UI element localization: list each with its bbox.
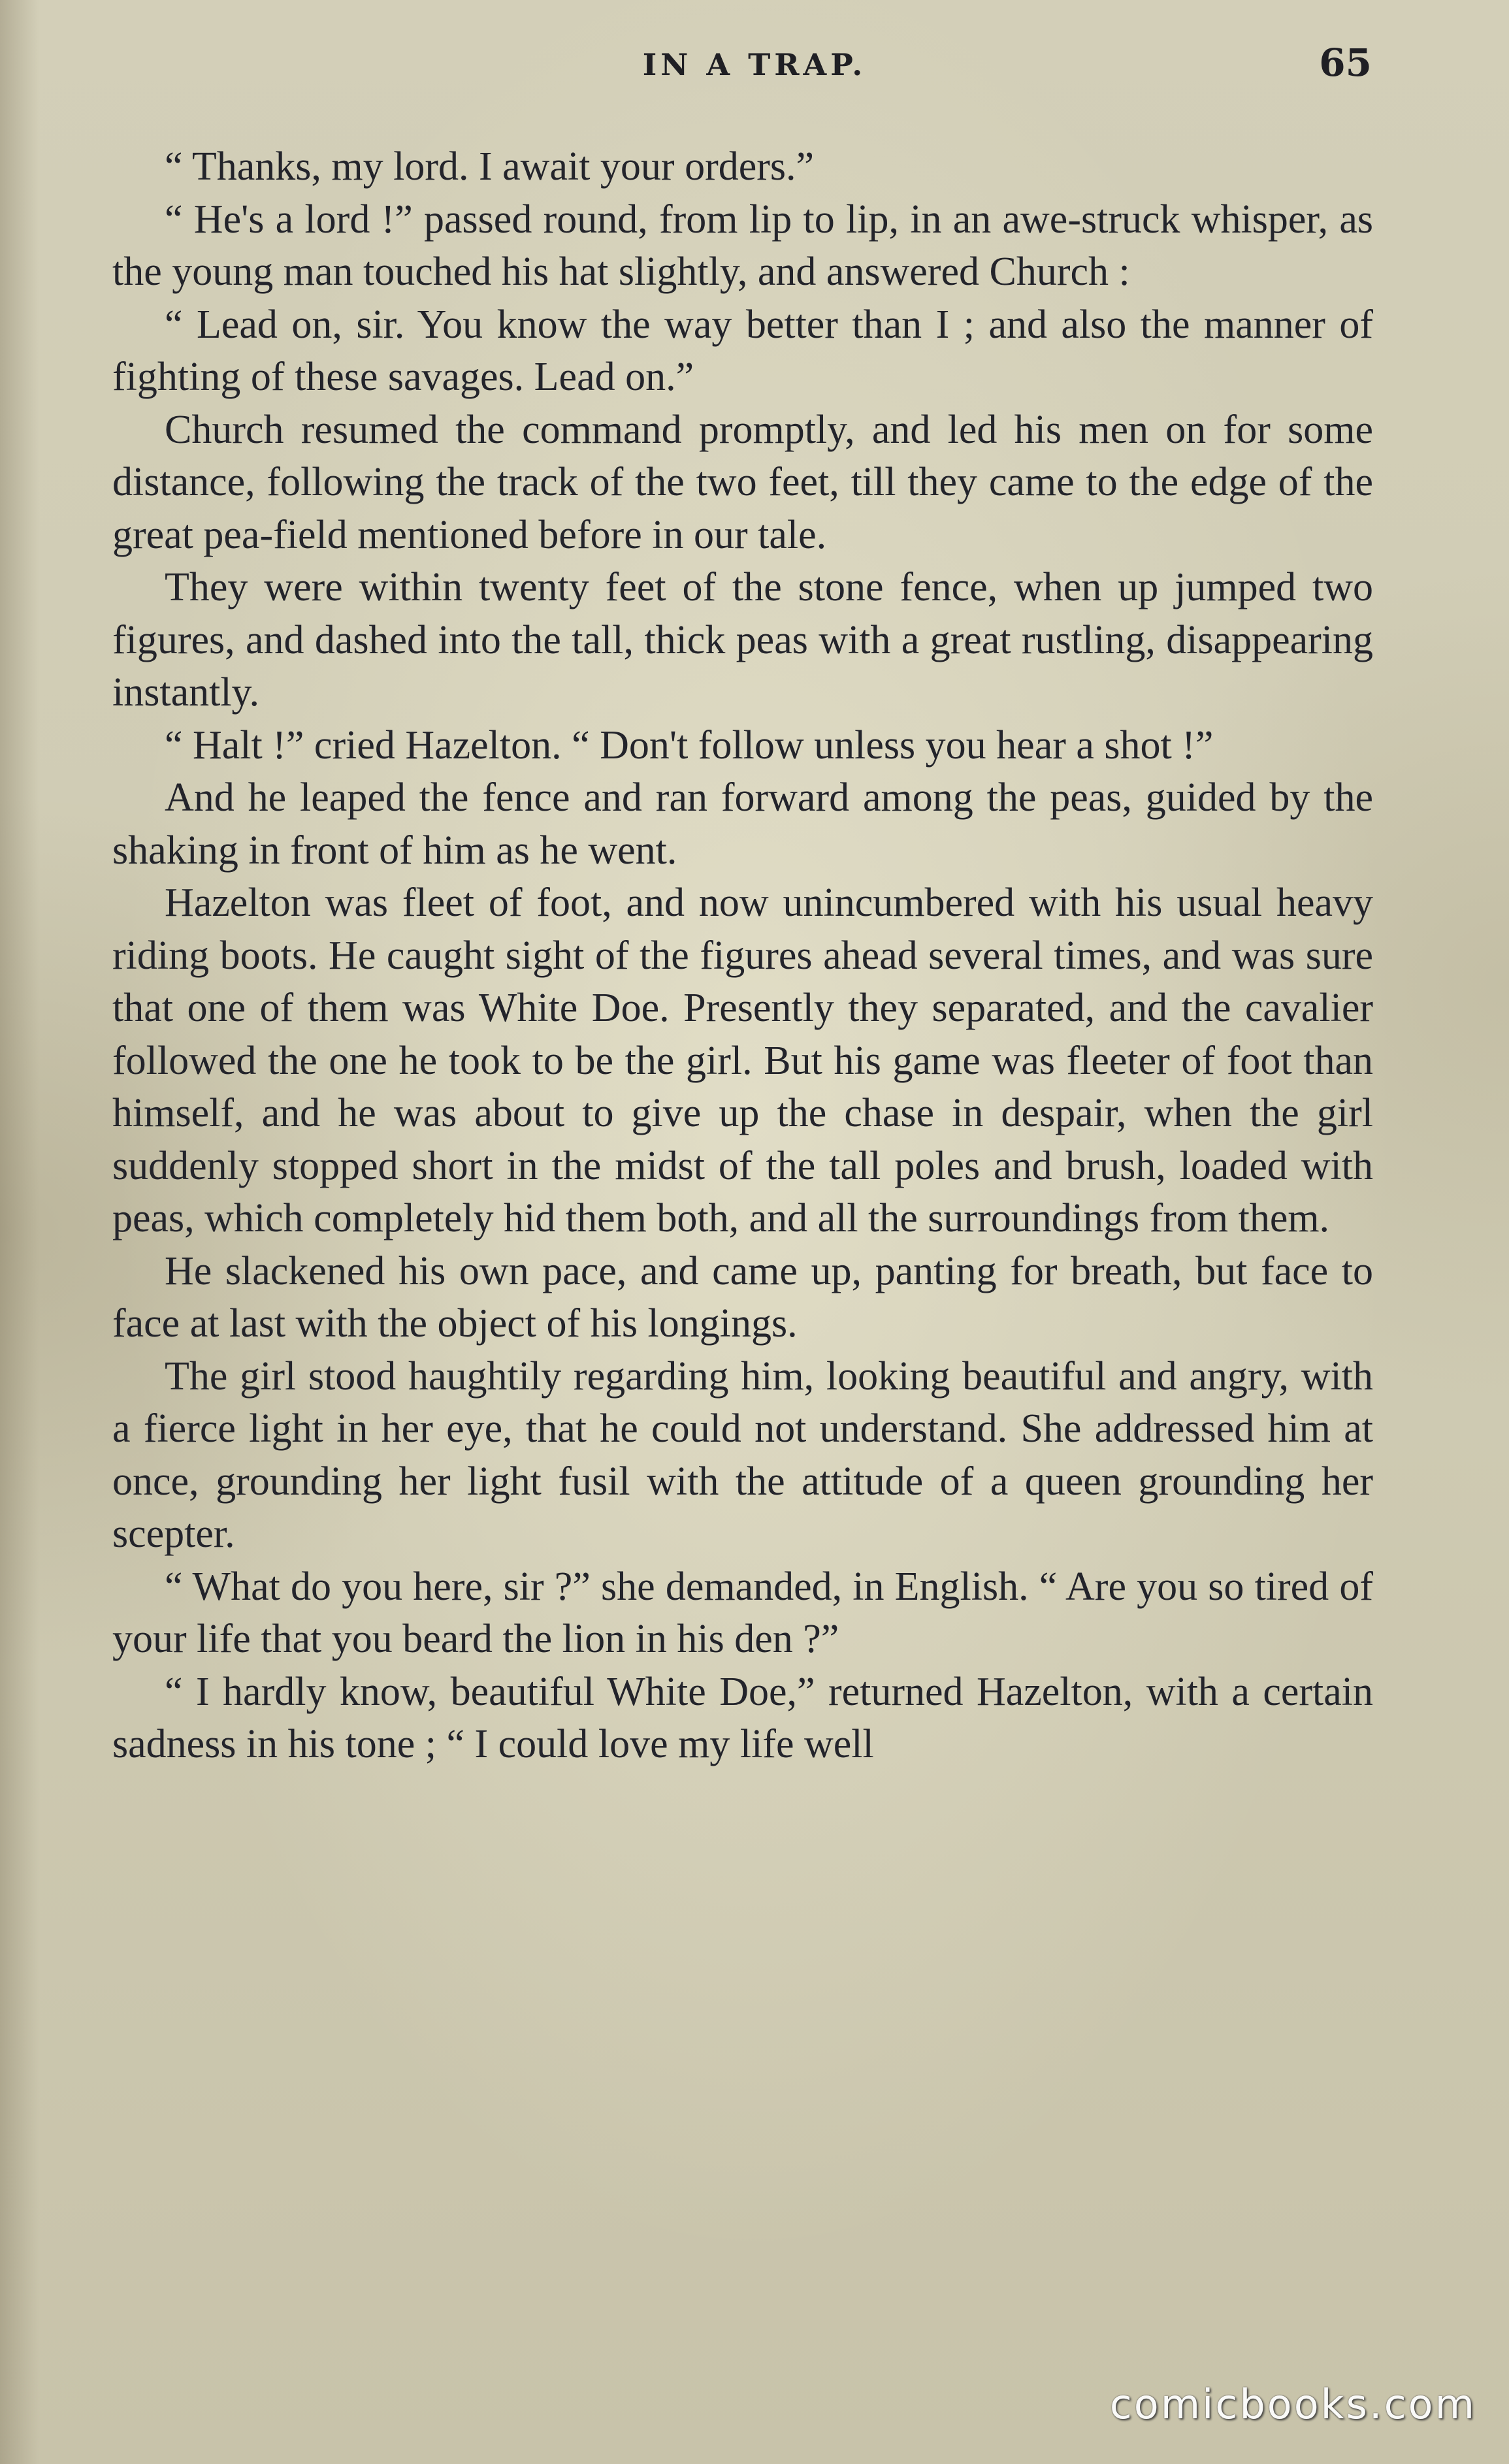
paragraph: “ Halt !” cried Hazelton. “ Don't follow unless you hear a shot !” [165, 722, 1214, 768]
running-head: IN A TRAP. [642, 47, 867, 82]
paragraph: “ He's a lord !” passed round, from lip to lip, in an awe-struck whisper, as the young man touched his hat slightly, and answered Church : [112, 197, 1373, 294]
body-text [112, 140, 1373, 1771]
page-edge-stain [0, 0, 39, 2464]
paragraph: They were within twenty feet of the stone fence, when up jumped two figures, and dashed into the tall, thick peas with a great rustling, disappearing instantly. [112, 565, 1373, 715]
page-number: 65 [1319, 41, 1372, 85]
paragraph: And he leaped the fence and ran forward among the peas, guided by the shaking in front of him as he went. [112, 775, 1373, 873]
paragraph: Church resumed the command promptly, and led his men on for some distance, following the track of the two feet, till they came to the edge of the great pea-field mentioned before in our tale. [112, 407, 1373, 557]
paragraph: “ Lead on, sir. You know the way better than I ; and also the manner of fighting of these savages. Lead on.” [112, 302, 1373, 399]
paragraph: The girl stood haughtily regarding him, looking beautiful and angry, with a fierce light in her eye, that he could not understand. She addressed him at once, grounding her light fusil with the attitude of a queen grounding her scepter. [112, 1354, 1373, 1556]
paragraph: “ Thanks, my lord. I await your orders.” [165, 144, 815, 189]
page-header [0, 39, 1509, 98]
paragraph: Hazelton was fleet of foot, and now unincumbered with his usual heavy riding boots. He caught sight of the figures ahead several times, and was sure that one of them was White Doe. Presently they separated, and the cavalier followed the one he took to be the girl. But his game was fleeter of foot than himself, and he was about to give up the chase in despair, when the girl suddenly stopped short in the midst of the tall poles and brush, loaded with peas, which completely hid them both, and all the surroundings from them. [112, 881, 1373, 1240]
paragraph: “ What do you here, sir ?” she demanded, in English. “ Are you so tired of your life that you beard the lion in his den ?” [112, 1564, 1373, 1661]
paragraph: He slackened his own pace, and came up, panting for breath, but face to face at last with the object of his longings. [112, 1248, 1373, 1346]
paragraph: “ I hardly know, beautiful White Doe,” returned Hazelton, with a certain sadness in his tone ; “ I could love my life well [112, 1669, 1373, 1766]
watermark: comicbooks.com [1109, 2380, 1476, 2428]
